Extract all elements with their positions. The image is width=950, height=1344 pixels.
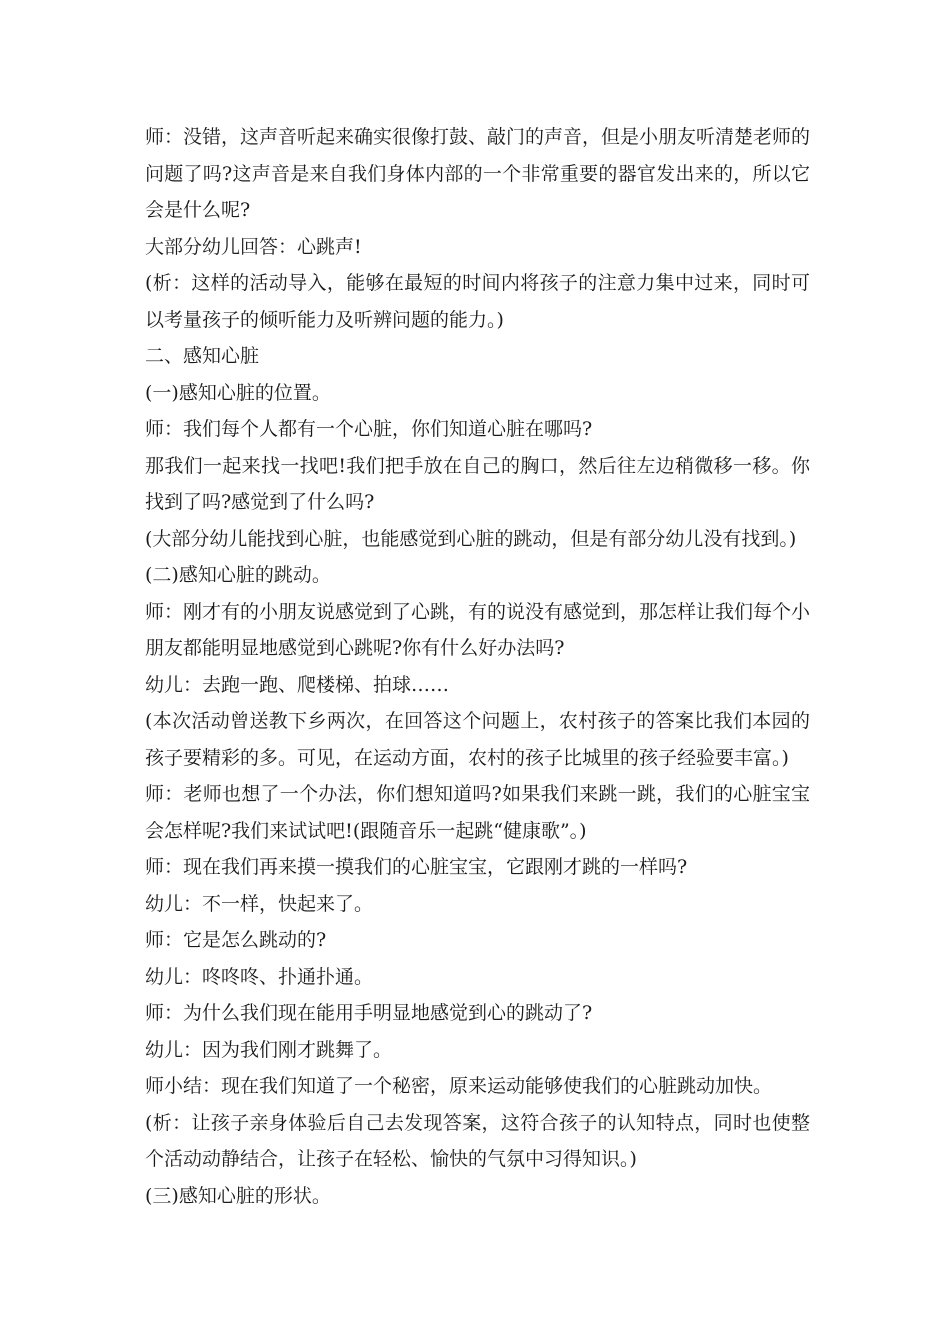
subsection-heading-2: (二)感知心脏的跳动。: [145, 564, 331, 586]
paragraph-20: 师小结：现在我们知道了一个秘密，原来运动能够使我们的心脏跳动加快。: [145, 1075, 773, 1097]
paragraph-11: 幼儿：去跑一跑、爬楼梯、拍球……: [145, 673, 450, 696]
paragraph-3: (析：这样的活动导入，能够在最短的时间内将孩子的注意力集中过来，同时可以考量孩子的倾听能力及听辨问题的能力。): [145, 272, 810, 331]
paragraph-12: (本次活动曾送教下乡两次，在回答这个问题上，农村孩子的答案比我们本园的孩子要精彩的多。可见，在运动方面，农村的孩子比城里的孩子经验要丰富。): [145, 710, 810, 769]
paragraph-21: (析：让孩子亲身体验后自己去发现答案，这符合孩子的认知特点，同时也使整个活动动静结合，让孩子在轻松、愉快的气氛中习得知识。): [145, 1111, 810, 1170]
paragraph-6: 师：我们每个人都有一个心脏，你们知道心脏在哪吗?: [145, 418, 593, 440]
paragraph-19: 幼儿：因为我们刚才跳舞了。: [145, 1038, 393, 1061]
paragraph-13: 师：老师也想了一个办法，你们想知道吗?如果我们来跳一跳，我们的心脏宝宝会怎样呢?我们来试试吧!(跟随音乐一起跳“健康歌”。): [145, 783, 810, 842]
paragraph-7: 那我们一起来找一找吧!我们把手放在自己的胸口，然后往左边稍微移一移。你找到了吗?感觉到了什么吗?: [145, 454, 810, 513]
paragraph-8: (大部分幼儿能找到心脏，也能感觉到心脏的跳动，但是有部分幼儿没有找到。): [145, 527, 797, 550]
paragraph-14: 师：现在我们再来摸一摸我们的心脏宝宝，它跟刚才跳的一样吗?: [145, 856, 688, 878]
paragraph-1: 师：没错，这声音听起来确实很像打鼓、敲门的声音，但是小朋友听清楚老师的问题了吗?这声音是来自我们身体内部的一个非常重要的器官发出来的，所以它会是什么呢?: [145, 126, 811, 221]
paragraph-17: 幼儿：咚咚咚、扑通扑通。: [145, 965, 374, 988]
subsection-heading-3: (三)感知心脏的形状。: [145, 1184, 331, 1207]
paragraph-18: 师：为什么我们现在能用手明显地感觉到心的跳动了?: [145, 1002, 593, 1024]
section-heading: 二、感知心脏: [145, 345, 260, 367]
paragraph-10: 师：刚才有的小朋友说感觉到了心跳，有的说没有感觉到，那怎样让我们每个小朋友都能明显地感觉到心跳呢?你有什么好办法吗?: [145, 600, 811, 659]
paragraph-2: 大部分幼儿回答：心跳声!: [145, 235, 362, 258]
document-body: [145, 119, 810, 1214]
paragraph-15: 幼儿：不一样，快起来了。: [145, 892, 374, 915]
paragraph-16: 师：它是怎么跳动的?: [145, 929, 327, 951]
subsection-heading-1: (一)感知心脏的位置。: [145, 381, 331, 404]
